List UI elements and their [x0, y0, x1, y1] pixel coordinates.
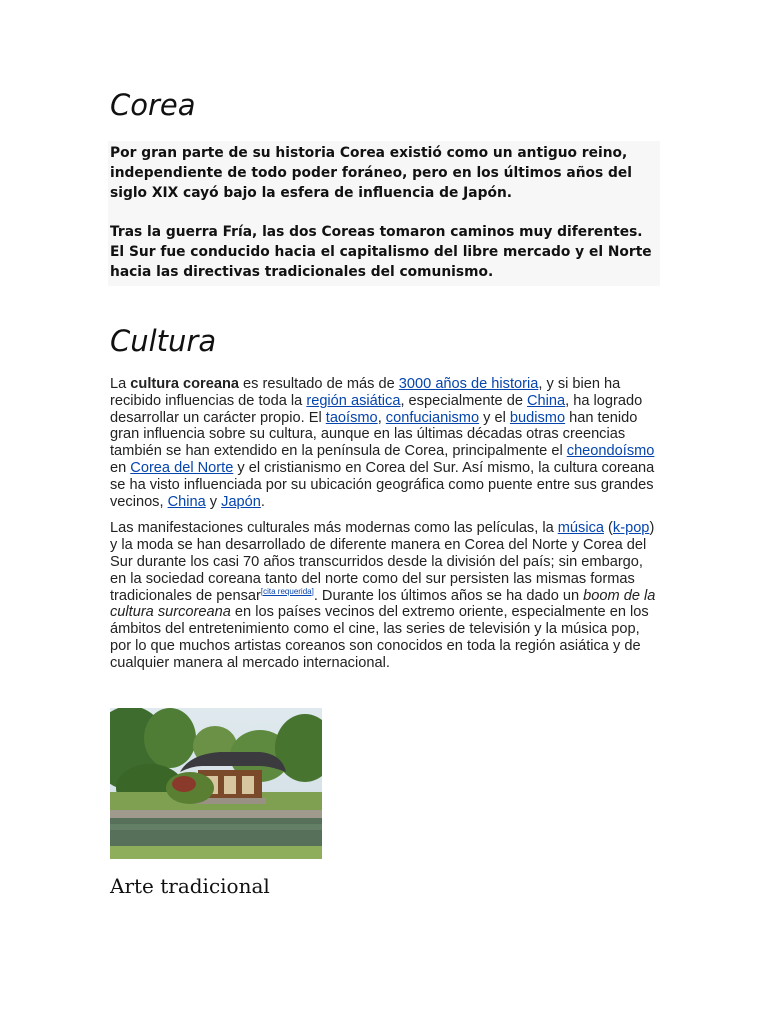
- bold-term: cultura coreana: [130, 376, 239, 392]
- link-taoismo[interactable]: taoísmo: [325, 409, 378, 426]
- heading-arte-tradicional: Arte tradicional: [110, 874, 270, 898]
- italic-phrase: boom de la cultura surcoreana: [110, 587, 656, 621]
- cultura-paragraph-2: [110, 520, 658, 671]
- link-budismo[interactable]: budismo: [509, 409, 566, 426]
- link-confucianismo[interactable]: confucianismo: [385, 409, 480, 426]
- text-run: .: [260, 493, 265, 510]
- heading-corea: Corea: [110, 88, 196, 122]
- text-run: y el: [479, 409, 510, 426]
- intro-paragraph-1: Por gran parte de su historia Corea existió como un antiguo reino, independiente de todo poder foráneo, pero en los últimos años del siglo XIX cayó bajo la esfera de influencia de Japón.: [110, 145, 633, 201]
- link-cheondoismo[interactable]: cheondoísmo: [566, 443, 655, 460]
- text-run: ) y la moda se han desarrollado de diferente manera en Corea del Norte y Corea del Sur durante los casi 70 años transcurridos desde la división del país; sin embargo, en la sociedad coreana tanto del norte como del sur persisten las mismas formas tradicionales de pensar: [110, 520, 655, 604]
- intro-paragraph-2: Tras la guerra Fría, las dos Coreas tomaron caminos muy diferentes. El Sur fue conducido hacia el capitalismo del libre mercado y el Norte hacia las directivas tradicionales del comunismo.: [110, 224, 652, 280]
- link-corea-del-norte[interactable]: Corea del Norte: [130, 459, 234, 476]
- text-run: ,: [377, 409, 386, 426]
- text-run: y: [205, 493, 222, 510]
- text-run: , ha logrado desarrollar un carácter propio. El: [110, 392, 643, 426]
- link-3000-anos[interactable]: 3000 años de historia: [398, 376, 539, 392]
- link-japon[interactable]: Japón: [221, 493, 261, 510]
- korean-pavilion-photo: [110, 708, 322, 859]
- link-k-pop[interactable]: k-pop: [612, 520, 650, 537]
- link-region-asiatica[interactable]: región asiática: [306, 392, 401, 409]
- text-run: y el cristianismo en Corea del Sur. Así mismo, la cultura coreana se ha visto influenciada por su ubicación geográfica como puente entre sus grandes vecinos,: [110, 459, 655, 510]
- link-china-2[interactable]: China: [167, 493, 206, 510]
- text-run: , especialmente de: [400, 392, 528, 409]
- pavilion-illustration: [110, 708, 322, 859]
- text-run: en: [110, 459, 131, 476]
- cultura-body: [110, 376, 658, 682]
- cultura-paragraph-1: [110, 376, 658, 510]
- text-run: . Durante los últimos años se ha dado un: [313, 587, 584, 604]
- text-run: Las manifestaciones culturales más modernas como las películas, la: [110, 520, 558, 537]
- intro-block: [108, 141, 660, 286]
- text-run: han tenido gran influencia sobre su cultura, aunque en las últimas décadas otras creencias también se han extendido en la península de Corea, principalmente el: [110, 409, 638, 460]
- link-china[interactable]: China: [527, 392, 566, 409]
- text-run: , y si bien ha recibido influencias de toda la: [110, 376, 621, 409]
- text-run: (: [604, 520, 613, 537]
- text-run: La: [110, 376, 131, 392]
- text-run: es resultado de más de: [238, 376, 399, 392]
- text-run: en los países vecinos del extremo oriente, especialmente en los ámbitos del entretenimiento como el cine, las series de televisión y la música pop, por lo que muchos artistas coreanos son conocidos en toda la región asiática y de cualquier manera al mercado internacional.: [110, 604, 649, 671]
- heading-cultura: Cultura: [110, 324, 217, 358]
- link-musica[interactable]: música: [557, 520, 604, 537]
- cita-requerida-link[interactable]: [cita requerida]: [260, 586, 314, 596]
